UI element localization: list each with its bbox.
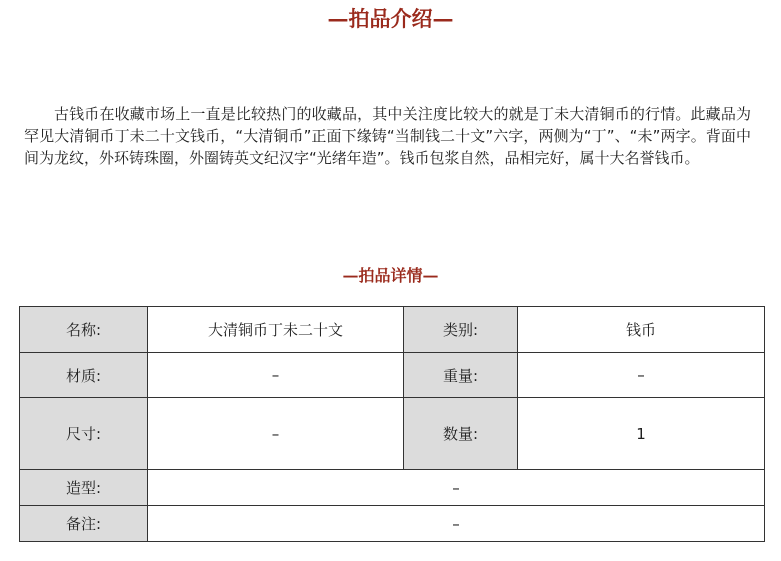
size-label: 尺寸: bbox=[20, 398, 148, 470]
weight-value: – bbox=[518, 353, 765, 398]
name-label: 名称: bbox=[20, 307, 148, 353]
quantity-value: 1 bbox=[518, 398, 765, 470]
remarks-label: 备注: bbox=[20, 506, 148, 542]
category-value: 钱币 bbox=[518, 307, 765, 353]
remarks-value: – bbox=[148, 506, 765, 542]
material-value: – bbox=[148, 353, 404, 398]
shape-label: 造型: bbox=[20, 470, 148, 506]
detail-section-title: —拍品详情— bbox=[342, 266, 439, 285]
weight-label: 重量: bbox=[404, 353, 518, 398]
intro-paragraph: 古钱币在收藏市场上一直是比较热门的收藏品，其中关注度比较大的就是丁未大清铜币的行情。此藏品为罕见大清铜币丁未二十文钱币，“大清铜币”正面下缘铸“当制钱二十文”六字，两侧为“丁”、“未”两字。背面中间为龙纹，外环铸珠圈，外圈铸英文纪汉字“光绪年造”。钱币包浆自然，品相完好，属十大名誉钱币。 bbox=[24, 105, 751, 167]
name-value: 大清铜币丁未二十文 bbox=[148, 307, 404, 353]
quantity-label: 数量: bbox=[404, 398, 518, 470]
shape-value: – bbox=[148, 470, 765, 506]
category-label: 类别: bbox=[404, 307, 518, 353]
size-value: – bbox=[148, 398, 404, 470]
table-row bbox=[20, 353, 765, 398]
material-label: 材质: bbox=[20, 353, 148, 398]
table-row bbox=[20, 398, 765, 470]
detail-table bbox=[19, 306, 765, 542]
table-row bbox=[20, 307, 765, 353]
intro-section-title: —拍品介绍— bbox=[327, 6, 454, 31]
table-row bbox=[20, 470, 765, 506]
table-row bbox=[20, 506, 765, 542]
